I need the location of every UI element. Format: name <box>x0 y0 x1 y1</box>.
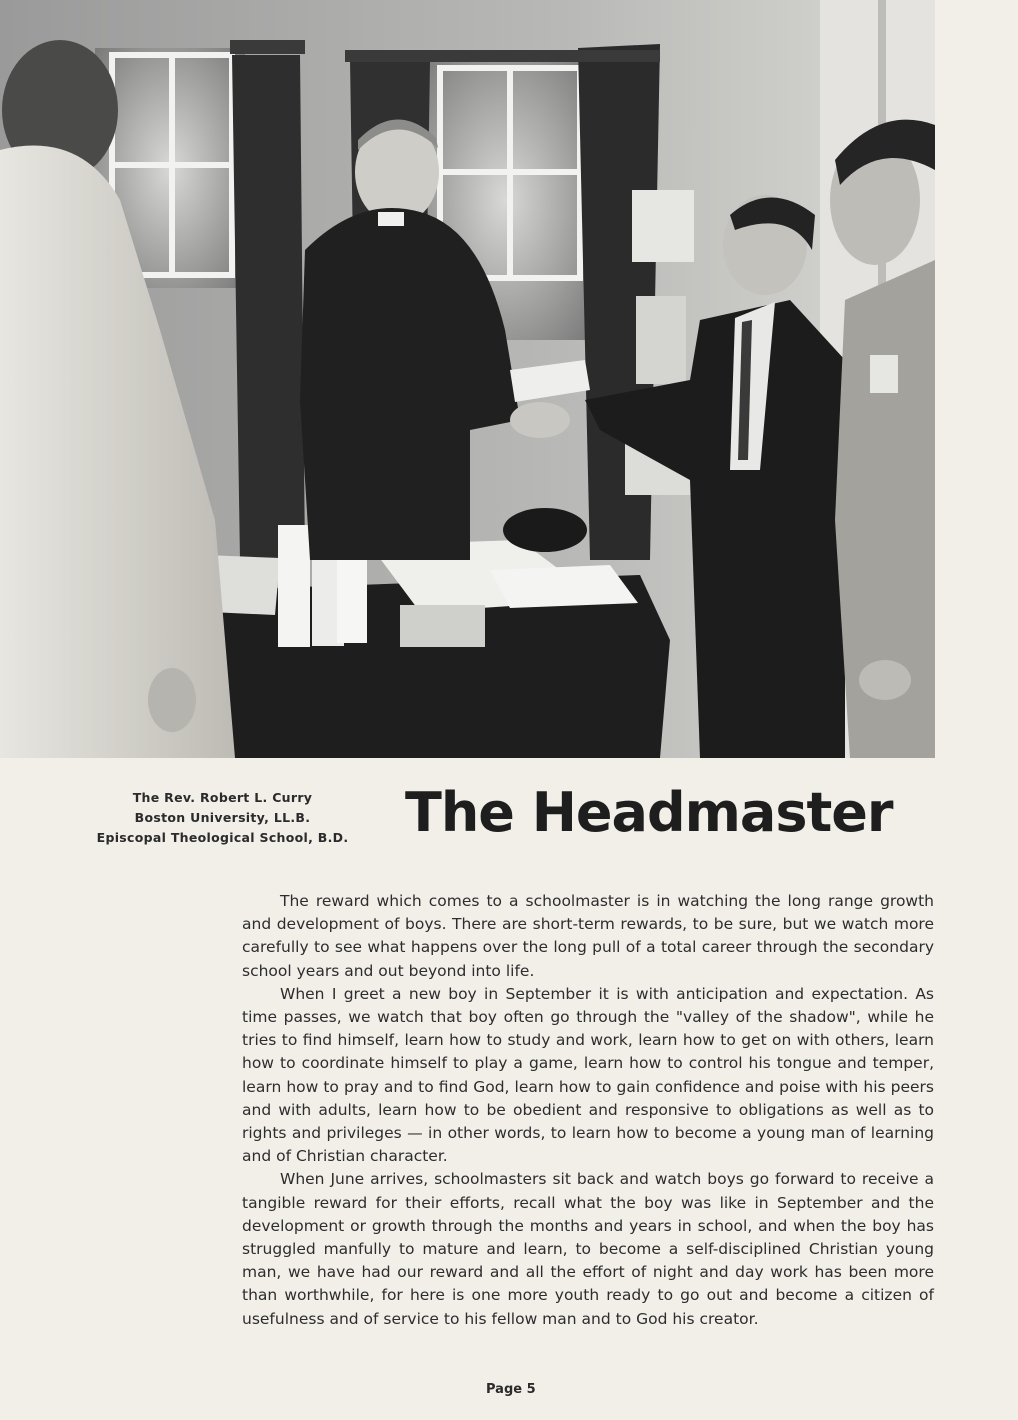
caption-degree-2: Episcopal Theological School, B.D. <box>96 830 349 845</box>
paragraph-3: When June arrives, schoolmasters sit back and watch boys go forward to receive a tangible reward for their efforts, recall what the boy was like in September and the development or growth through the months and years in school, and when the boy has struggled manfully to mature and learn, to become a self-disciplined Christian young man, we have had our reward and all the effort of night and day work has been more than worthwhile, for here is one more youth ready to go out and become a citizen of usefulness and of service to his fellow man and to God his creator. <box>242 1170 934 1328</box>
paragraph-1: The reward which comes to a schoolmaster is in watching the long range growth and development of boys. There are short-term rewards, to be sure, but we watch more carefully to see what happens over the long pull of a total career through the secondary school years and out beyond into life. <box>242 892 934 980</box>
article-body <box>242 890 934 1331</box>
paragraph-2: When I greet a new boy in September it is with anticipation and expectation. As time passes, we watch that boy often go through the "valley of the shadow", while he tries to find himself, learn how to study and work, learn how to get on with others, learn how to coordinate himself to play a game, learn how to control his tongue and temper, learn how to pray and to find God, learn how to gain confidence and poise with his peers and with adults, learn how to be obedient and responsive to obligations as well as to rights and privileges — in other words, to learn how to become a young man of learning and of Christian character. <box>242 984 934 1166</box>
photo-caption <box>70 788 375 848</box>
page-title: The Headmaster <box>405 781 893 844</box>
page-number: Page 5 <box>486 1382 536 1397</box>
caption-name: The Rev. Robert L. Curry <box>132 790 313 805</box>
headmaster-photo <box>0 0 935 758</box>
photo-illustration <box>0 0 935 758</box>
caption-degree-1: Boston University, LL.B. <box>134 810 311 825</box>
